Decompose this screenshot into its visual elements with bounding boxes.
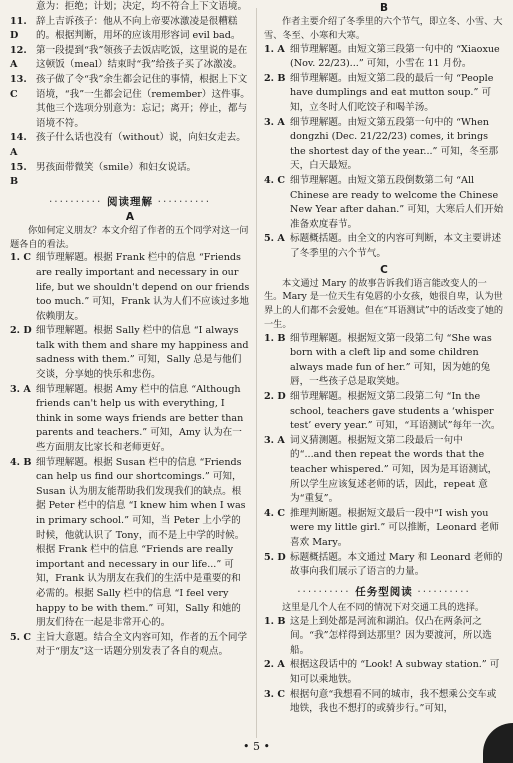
item-text: 第一段提到“我”领孩子去饭店吃饭，这里说的是在这顿饭（meal）结束时“我”给孩子买了冰激凌。 [36, 44, 248, 71]
item-text: 标题概括题。本文通过 Mary 和 Leonard 老师的故事向我们展示了语言的力量。 [290, 551, 503, 578]
item-number: 1. B [264, 332, 286, 344]
list-item [264, 434, 504, 507]
left-column [10, 0, 250, 660]
passage-intro: 这里是几个人在不同的情况下对交通工具的选择。 [282, 601, 485, 613]
column-divider [256, 8, 257, 738]
item-number: 2. D [264, 391, 286, 403]
list-item [264, 390, 504, 434]
item-number: 2. B [264, 72, 286, 84]
item-number: 5. C [10, 631, 31, 643]
item-text: 细节理解题。根据 Frank 栏中的信息 “Friends are really important and necessary in our life, but we shouldn't depend on our friends too much.” 可知，Frank 认为人们不应该过多地依赖朋友。 [36, 252, 250, 322]
item-text: 根据这段话中的 “Look! A subway station.” 可知可以乘地铁。 [290, 659, 500, 685]
item-text: 细节理解题。由短文第二段的最后一句 “People have dumplings and eat mutton soup.” 可知，立冬时人们吃饺子和喝羊汤。 [290, 72, 494, 113]
list-item [264, 332, 504, 390]
passage-letter: C [380, 263, 388, 276]
item-number: 5. D [264, 551, 286, 563]
item-number: 2. D [10, 325, 32, 337]
item-number: 2. A [264, 659, 285, 671]
item-text: 细节理解题。由短文第五段倒数第二句 “All Chinese are ready to welcome the Chinese New Year after dahan.” 可知，大寒后人们开始准备欢度春节。 [290, 174, 504, 230]
list-item [264, 174, 504, 232]
list-item [264, 551, 504, 580]
item-text: 辞上吉诉孩子：他从不向上帝要冰激凌是很糟糕的。根据判断，用坏的应该用形容词 evil bad。 [36, 15, 241, 42]
corner-tab [483, 723, 513, 763]
passage-intro: 作者主要介绍了冬季里的六个节气，即立冬、小雪、大雪、冬至、小寒和大寒。 [264, 16, 503, 41]
list-item [10, 161, 250, 190]
item-text: 孩子做了令“我”余生都会记住的事情，根据上下文语境，“我”一生都会记住（remember）这件事。其他三个选项分别意为：忘记；离开；停止，都与语境不符。 [36, 73, 250, 129]
item-number: 4. C [264, 174, 285, 186]
item-text: 细节理解题。根据 Susan 栏中的信息 “Friends can help us find our shortcomings.” 可知，Susan 认为朋友能帮助我们发现我们的缺点。根据 Peter 栏中的信息 “I knew him when I was in primary school.” 可知，当 Peter 上小学的时候，他就认识了 Tony，而不是上中学的时候。根据 Frank 栏中的信息 “Friends are really important and necessary in our life...” 可知，Frank 认为朋友在我们的生活中是重要的和必需的。根据 Sally 栏中的信息 “I feel very happy to be with them.” 可知，Sally 和她的朋友们待在一起是非常开心的。 [36, 456, 246, 629]
section-title-task-reading: ·········· 任务型阅读 ·········· [297, 585, 471, 598]
item-number: 1. A [264, 43, 285, 55]
item-number: 3. A [264, 434, 285, 446]
item-number: 14. A [10, 132, 27, 158]
item-number: 3. A [10, 383, 31, 395]
list-item [264, 658, 504, 687]
item-number: 4. C [264, 507, 285, 519]
page-number: • 5 • [243, 740, 270, 753]
item-text: 推理判断题。根据短文最后一段中“I wish you were my little girl.” 可以推断，Leonard 老师喜欢 Mary。 [290, 507, 499, 548]
item-number: 13. C [10, 73, 27, 100]
list-item [10, 456, 250, 631]
item-number: 5. A [264, 233, 285, 245]
item-text: 词义猜测题。根据短文第二段最后一句中的“...and then repeat the words that the teacher whispered.” 可知，因为是耳语测试，所以学生应该复述老师的话，因此，repeat 意为“重复”。 [290, 434, 498, 505]
list-item [10, 15, 250, 44]
list-item [10, 131, 250, 160]
list-item [264, 232, 504, 261]
list-item [264, 43, 504, 72]
list-item [264, 507, 504, 551]
item-text: 这是上到处都是河流和湖泊。仅凸在两条河之间。“我”怎样得到达那里？因为要渡河，所以选船。 [290, 615, 492, 656]
item-number: 3. A [264, 116, 285, 128]
continued-explanation: 意为：拒绝；计划；决定，均不符合上下文语境。 [36, 1, 248, 12]
list-item [264, 688, 504, 717]
list-item [264, 615, 504, 659]
item-text: 根据句意“我想看不同的城市，我不想乘公交车或地铁，我也不想打的或骑步行。”可知， [290, 688, 497, 715]
item-number: 1. C [10, 252, 31, 264]
item-text: 细节理解题。由短文第三段第一句中的 “Xiaoxue (Nov. 22/23)...” 可知，小雪在 11 月份。 [290, 43, 500, 70]
item-text: 男孩面带微笑（smile）和妇女说话。 [36, 161, 197, 173]
item-text: 细节理解题。根据 Amy 栏中的信息 “Although friends can't help us with everything, I think in some ways friends are better than parents and teachers.” 可知，Amy 认为在一些方面朋友比家长和老师更好。 [36, 383, 244, 454]
list-item [10, 383, 250, 456]
item-number: 11. D [10, 15, 27, 42]
item-number: 12. A [10, 44, 27, 71]
item-text: 主旨大意题。结合全文内容可知，作者的五个同学对于“朋友”这一话题分别发表了各自的观点。 [36, 631, 248, 658]
item-text: 孩子什么话也没有（without）说，向妇女走去。 [36, 132, 246, 144]
section-title-reading: ·········· 阅读理解 ·········· [48, 195, 212, 208]
item-number: 15. B [10, 161, 27, 188]
passage-letter: A [125, 210, 135, 223]
list-item [264, 116, 504, 174]
passage-intro: 你如何定义朋友？本文介绍了作者的五个同学对这一问题各自的看法。 [10, 224, 249, 250]
item-text: 细节理解题。根据 Sally 栏中的信息 “I always talk with them and share my happiness and sadness with them.” 可知，Sally 总是与他们交谈，分享她的快乐和悲伤。 [36, 325, 249, 381]
item-number: 4. B [10, 456, 32, 468]
list-item [264, 72, 504, 116]
item-number: 3. C [264, 688, 285, 700]
item-text: 细节理解题。由短文第五段第一句中的 “When dongzhi (Dec. 21/22/23) comes, it brings the shortest day of the year...” 可知，冬至那天，白天最短。 [290, 116, 499, 172]
item-text: 标题概括题。由全文的内容可判断，本文主要讲述了冬季里的六个节气。 [290, 233, 502, 259]
item-text: 细节理解题。根据短文第二段第二句 “In the school, teachers gave students a ‘whisper test’ every year.” 可知，“耳语测试”每年一次。 [290, 391, 501, 432]
list-item [10, 251, 250, 324]
list-item [10, 44, 250, 73]
passage-intro: 本文通过 Mary 的故事告诉我们语言能改变人的一生。Mary 是一位天生有兔唇的小女孩，她很自卑，认为世界上的人们都不会爱她。但在“耳语测试”中的话改变了她的一生。 [264, 277, 504, 330]
item-number: 1. B [264, 615, 286, 627]
item-text: 细节理解题。根据短文第一段第二句 “She was born with a cleft lip and some children always made fun of her.” 可知，因为她的兔唇，一些孩子总是取笑她。 [290, 332, 492, 388]
passage-letter: B [379, 2, 388, 14]
list-item [10, 324, 250, 382]
list-item [10, 631, 250, 660]
right-column [264, 0, 504, 717]
list-item [10, 73, 250, 131]
